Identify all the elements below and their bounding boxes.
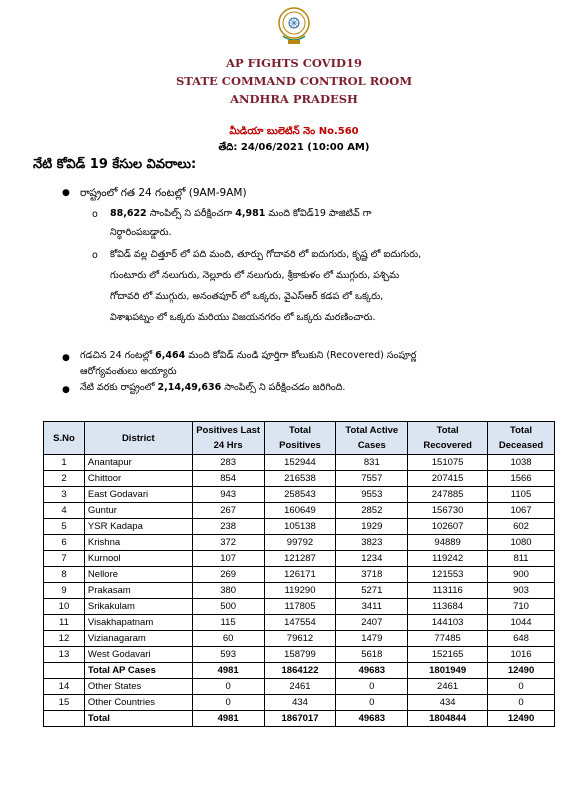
table-row [44,455,555,471]
district-cell: Vizianagaram [84,631,192,647]
text-fragment: మంది కోవిడ్ నుండి పూర్తిగా కోలుకుని (Recovered) సంపూర్ణ [188,350,417,361]
table-cell: 1105 [488,487,555,503]
district-cell: Nellore [84,567,192,583]
table-cell: 7 [44,551,85,567]
table-cell: 12490 [488,711,555,727]
table-cell: 3 [44,487,85,503]
table-cell: 14 [44,679,85,695]
district-cell: Total AP Cases [84,663,192,679]
table-cell: 267 [192,503,264,519]
text-fragment: సాంపిల్స్ ని పరీక్షించగా [149,208,233,219]
table-cell: 119242 [408,551,488,567]
header-subtitle: STATE COMMAND CONTROL ROOM [175,74,413,88]
table-cell: 4981 [192,711,264,727]
text-fragment: మంది కోవిడ్19 పాజిటివ్ గా [268,208,372,219]
date-label: తేది [218,142,234,153]
table-cell: 0 [192,679,264,695]
table-cell: 2461 [408,679,488,695]
district-cell: West Godavari [84,647,192,663]
table-cell: 434 [408,695,488,711]
table-cell: 2461 [264,679,336,695]
table-cell: 648 [488,631,555,647]
table-cell: 1479 [336,631,408,647]
bullet-dot: ● [62,353,70,363]
table-cell: 207415 [408,471,488,487]
table-cell: 4981 [192,663,264,679]
district-cell: Other Countries [84,695,192,711]
district-cell: Other States [84,679,192,695]
table-cell: 1804844 [408,711,488,727]
header-state: ANDHRA PRADESH [230,92,358,106]
table-cell: 380 [192,583,264,599]
table-cell: 10 [44,599,85,615]
district-cases-table [43,421,555,727]
bullet-dot: ● [62,385,70,395]
district-cell: Prakasam [84,583,192,599]
table-cell: 113116 [408,583,488,599]
table-cell: 94889 [408,535,488,551]
table-cell: 0 [192,695,264,711]
recovered-count: 6,464 [155,350,186,361]
table-row [44,663,555,679]
table-cell: 238 [192,519,264,535]
table-cell: 372 [192,535,264,551]
cumulative-samples-paragraph [80,378,555,398]
bulletin-date [0,141,588,155]
column-header: Total Positives [264,422,336,455]
district-cell: Total [84,711,192,727]
table-cell: 152165 [408,647,488,663]
media-bulletin-number: మీడియా బులెటిన్ నెం No.560 [229,126,359,137]
table-row [44,519,555,535]
district-cell: Anantapur [84,455,192,471]
table-cell: 900 [488,567,555,583]
deaths-line-4: విశాఖపట్నం లో ఒక్కరు మరియు విజయనగరం లో ఒక్కరు మరణించారు. [110,312,376,323]
table-cell: 1 [44,455,85,471]
table-cell: 13 [44,647,85,663]
district-cell: Visakhapatnam [84,615,192,631]
table-cell: 3411 [336,599,408,615]
table-cell: 12 [44,631,85,647]
column-header: Total Deceased [488,422,555,455]
table-cell: 602 [488,519,555,535]
table-row [44,567,555,583]
sub-bullet-marker: o [92,209,98,220]
table-cell: 500 [192,599,264,615]
table-cell: 113684 [408,599,488,615]
table-cell: 811 [488,551,555,567]
table-cell: 79612 [264,631,336,647]
positives-count: 4,981 [235,208,266,219]
table-header-row [44,422,555,455]
bullet-dot: ● [62,188,70,198]
table-cell: 12490 [488,663,555,679]
district-cell: Chittoor [84,471,192,487]
table-cell: 119290 [264,583,336,599]
text-fragment: గడచిన 24 గంటల్లో [80,350,153,361]
district-cell: East Godavari [84,487,192,503]
table-cell: 710 [488,599,555,615]
table-cell: 115 [192,615,264,631]
table-cell: 283 [192,455,264,471]
table-cell: 77485 [408,631,488,647]
samples-tested-paragraph [110,204,530,224]
table-cell: 0 [488,695,555,711]
table-row [44,647,555,663]
column-header: District [84,422,192,455]
table-cell: 5618 [336,647,408,663]
column-header: S.No [44,422,85,455]
table-cell: 5 [44,519,85,535]
table-row [44,487,555,503]
date-value: : 24/06/2021 (10:00 AM) [233,142,370,153]
table-cell: 216538 [264,471,336,487]
table-cell: 49683 [336,711,408,727]
samples-tested-count: 88,622 [110,208,147,219]
table-cell: 1801949 [408,663,488,679]
table-cell: 1016 [488,647,555,663]
table-cell: 126171 [264,567,336,583]
table-row [44,535,555,551]
table-cell: 9553 [336,487,408,503]
table-cell: 593 [192,647,264,663]
table-cell: 144103 [408,615,488,631]
table-cell: 8 [44,567,85,583]
column-header: Total Active Cases [336,422,408,455]
table-cell: 2407 [336,615,408,631]
table-cell: 102607 [408,519,488,535]
table-body [44,455,555,727]
text-fragment: సాంపిల్స్ ని పరీక్షించడం జరిగింది. [224,382,346,393]
table-cell: 105138 [264,519,336,535]
district-cell: Krishna [84,535,192,551]
table-cell [44,663,85,679]
district-cell: Srikakulam [84,599,192,615]
column-header: Total Recovered [408,422,488,455]
cumulative-samples-count: 2,14,49,636 [157,382,222,393]
table-cell: 99792 [264,535,336,551]
district-cell: Guntur [84,503,192,519]
table-cell: 1929 [336,519,408,535]
recovered-paragraph-cont: ఆరోగ్యవంతులు అయ్యారు [80,366,177,377]
table-cell: 15 [44,695,85,711]
table-row [44,599,555,615]
table-cell: 247885 [408,487,488,503]
table-cell: 6 [44,535,85,551]
table-cell: 147554 [264,615,336,631]
table-cell [44,711,85,727]
table-cell: 156730 [408,503,488,519]
table-row [44,615,555,631]
table-cell: 117805 [264,599,336,615]
table-cell: 831 [336,455,408,471]
table-cell: 158799 [264,647,336,663]
table-cell: 3823 [336,535,408,551]
deaths-line-2: గుంటూరు లో నలుగురు, నెల్లూరు లో నలుగురు, శ్రీకాకుళం లో ముగ్గురు, పశ్చిమ [110,270,400,281]
table-cell: 269 [192,567,264,583]
table-row [44,711,555,727]
table-row [44,471,555,487]
table-cell: 2852 [336,503,408,519]
table-cell: 49683 [336,663,408,679]
deaths-line-3: గోదావరి లో ముగ్గురు, అనంతపూర్ లో ఒక్కరు, వైఎస్ఆర్ కడప లో ఒక్కరు, [110,291,384,302]
table-row [44,551,555,567]
district-cell: YSR Kadapa [84,519,192,535]
sub-bullet-marker: o [92,250,98,261]
table-row [44,583,555,599]
table-cell: 4 [44,503,85,519]
table-cell: 854 [192,471,264,487]
table-cell: 151075 [408,455,488,471]
text-fragment: నేటి వరకు రాష్ట్రంలో [80,382,155,393]
table-cell: 9 [44,583,85,599]
table-cell: 1038 [488,455,555,471]
table-cell: 11 [44,615,85,631]
table-row [44,695,555,711]
column-header: Positives Last 24 Hrs [192,422,264,455]
table-cell: 0 [336,695,408,711]
table-row [44,631,555,647]
table-cell: 121287 [264,551,336,567]
table-cell: 1234 [336,551,408,567]
section-heading: నేటి కోవిడ్ 19 కేసుల వివరాలు: [33,157,197,172]
table-cell: 7557 [336,471,408,487]
table-cell: 1864122 [264,663,336,679]
table-cell: 152944 [264,455,336,471]
table-cell: 1044 [488,615,555,631]
table-cell: 903 [488,583,555,599]
header-title: AP FIGHTS COVID19 [226,56,362,70]
table-cell: 2 [44,471,85,487]
table-row [44,503,555,519]
table-cell: 1067 [488,503,555,519]
table-cell: 434 [264,695,336,711]
ap-state-emblem-icon [277,6,311,46]
deaths-line-1: కోవిడ్ వల్ల చిత్తూర్ లో పది మంది, తూర్పు గోదావరి లో ఐదుగురు, కృష్ణ లో ఐదుగురు, [110,249,422,260]
samples-tested-paragraph-cont: నిర్ధారింపబడ్డారు. [110,227,172,238]
bullet1-text: రాష్ట్రంలో గత 24 గంటల్లో (9AM-9AM) [80,187,247,199]
table-cell: 0 [488,679,555,695]
district-cell: Kurnool [84,551,192,567]
table-cell: 5271 [336,583,408,599]
table-cell: 1867017 [264,711,336,727]
table-cell: 60 [192,631,264,647]
table-cell: 121553 [408,567,488,583]
table-cell: 943 [192,487,264,503]
table-cell: 3718 [336,567,408,583]
table-cell: 0 [336,679,408,695]
table-cell: 258543 [264,487,336,503]
table-cell: 1080 [488,535,555,551]
table-row [44,679,555,695]
table-cell: 160649 [264,503,336,519]
table-cell: 107 [192,551,264,567]
table-cell: 1566 [488,471,555,487]
